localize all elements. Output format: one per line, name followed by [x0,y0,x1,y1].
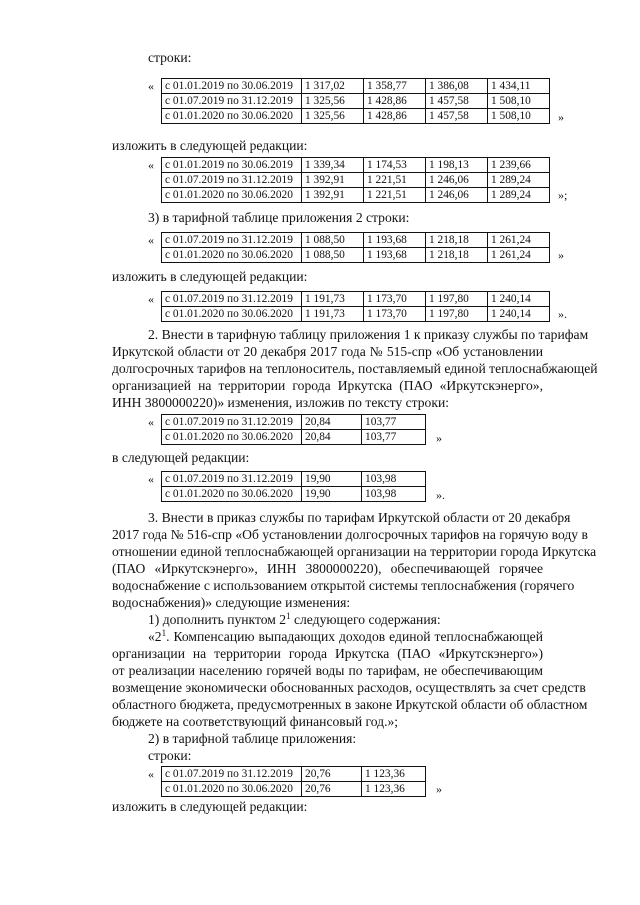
period-cell: с 01.01.2020 по 30.06.2020 [162,188,302,203]
period-cell: с 01.01.2020 по 30.06.2020 [162,248,302,263]
tariff-value-cell: 1 428,86 [364,109,426,124]
p2-line: долгосрочных тарифов на теплоноситель, поставляемый единой теплоснабжающей [112,361,598,376]
tariff-value-cell: 1 392,91 [302,173,364,188]
tariff-value-cell: 1 358,77 [364,79,426,94]
tariff-value-cell: 1 240,14 [488,292,550,307]
tariff-value-cell: 1 240,14 [488,307,550,322]
period-cell: с 01.01.2020 по 30.06.2020 [162,487,302,502]
period-cell: с 01.07.2019 по 31.12.2019 [162,94,302,109]
tariff-value-cell: 1 123,36 [362,767,426,782]
period-cell: с 01.07.2019 по 31.12.2019 [162,415,302,430]
tariff-value-cell: 1 325,56 [302,109,364,124]
tariff-value-cell: 103,98 [362,487,426,502]
p2-line: организацией на территории города Иркутска (ПАО «Иркутскэнерго», [112,378,543,393]
clause-line: возмещение экономически обоснованных расходов, осуществлять за счет средств [112,680,586,695]
tariff-value-cell: 1 193,68 [364,248,426,263]
tariff-value-cell: 20,76 [302,767,362,782]
tariff-value-cell: 1 174,53 [364,158,426,173]
period-cell: с 01.01.2019 по 30.06.2019 [162,158,302,173]
clause-line: бюджете на соответствующий финансовый год.»; [112,714,399,729]
tariff-value-cell: 1 386,08 [426,79,488,94]
table-row [162,767,426,782]
tariff-value-cell: 1 261,24 [488,233,550,248]
open-quote: « [148,158,154,172]
period-cell: с 01.07.2019 по 31.12.2019 [162,292,302,307]
close-quote: »; [558,188,568,202]
tariff-value-cell: 103,77 [362,415,426,430]
open-quote: « [148,767,154,781]
tariff-value-cell: 1 088,50 [302,248,364,263]
tariff-value-cell: 1 191,73 [302,292,364,307]
table-row [162,233,550,248]
clause-line: организации на территории города Иркутска (ПАО «Иркутскэнерго») [112,646,543,661]
period-cell: с 01.01.2020 по 30.06.2020 [162,109,302,124]
item-3-1: 1) дополнить пунктом $2^1$ следующего содержания: [148,611,441,627]
tariff-value-cell: 1 221,51 [364,173,426,188]
close-quote: » [558,248,564,262]
tariff-value-cell: 1 173,70 [364,307,426,322]
rows-label: строки: [148,748,192,763]
table-row [162,158,550,173]
close-quote: » [436,431,442,445]
tariff-value-cell: 1 317,02 [302,79,364,94]
table-row [162,79,550,94]
p3-line: отношении единой теплоснабжающей организации на территории города Иркутска [112,544,597,559]
open-quote: « [148,415,154,429]
table-row [162,248,550,263]
tariff-value-cell: 1 218,18 [426,248,488,263]
tariff-value-cell: 1 434,11 [488,79,550,94]
p3-line: (ПАО «Иркутскэнерго», ИНН 3800000220), обеспечивающей горячее [112,561,543,576]
table-row [162,173,550,188]
tariff-value-cell: 1 218,18 [426,233,488,248]
table-row [162,782,426,797]
tariff-value-cell: 19,90 [302,487,362,502]
tariff-value-cell: 20,76 [302,782,362,797]
tariff-table-old-3 [161,414,426,445]
tariff-table-new-3 [161,471,426,502]
item-3-heading: 3) в тарифной таблице приложения 2 строки: [148,210,410,225]
new-edition-label: изложить в следующей редакции: [112,269,308,284]
period-cell: с 01.07.2019 по 31.12.2019 [162,472,302,487]
tariff-value-cell: 1 339,34 [302,158,364,173]
table-row [162,94,550,109]
p3-line: 3. Внести в приказ службы по тарифам Иркутской области от 20 декабря [148,510,571,525]
period-cell: с 01.01.2020 по 30.06.2020 [162,307,302,322]
tariff-value-cell: 103,98 [362,472,426,487]
open-quote: « [148,233,154,247]
p2-line: ИНН 3800000220)» изменения, изложив по тексту строки: [112,395,449,410]
tariff-value-cell: 1 239,66 [488,158,550,173]
period-cell: с 01.07.2019 по 31.12.2019 [162,767,302,782]
tariff-table-new-2 [161,291,550,322]
tariff-value-cell: 103,77 [362,430,426,445]
tariff-value-cell: 1 246,06 [426,188,488,203]
period-cell: с 01.07.2019 по 31.12.2019 [162,173,302,188]
close-quote: ». [436,488,445,502]
period-cell: с 01.07.2019 по 31.12.2019 [162,233,302,248]
tariff-value-cell: 1 457,58 [426,109,488,124]
tariff-value-cell: 1 123,36 [362,782,426,797]
clause-line: областного бюджета, предусмотренных в законе Иркутской области об областном [112,697,588,712]
period-cell: с 01.01.2020 по 30.06.2020 [162,782,302,797]
period-cell: с 01.01.2020 по 30.06.2020 [162,430,302,445]
p3-line: водоснабжение с использованием открытой системы теплоснабжения (горячего [112,578,575,593]
p2-line: 2. Внести в тарифную таблицу приложения 1 к приказу службы по тарифам [148,327,589,342]
tariff-value-cell: 20,84 [302,415,362,430]
table-row [162,472,426,487]
tariff-table-old-2 [161,232,550,263]
tariff-value-cell: 1 088,50 [302,233,364,248]
table-row [162,415,426,430]
open-quote: « [148,79,154,93]
new-edition-label: в следующей редакции: [112,450,250,465]
clause-line: «$2^1$. Компенсацию выпадающих доходов единой теплоснабжающей [148,628,543,644]
close-quote: » [436,782,442,796]
tariff-value-cell: 1 198,13 [426,158,488,173]
tariff-value-cell: 1 289,24 [488,188,550,203]
tariff-table-old-4 [161,766,426,797]
table-row [162,292,550,307]
table-row [162,307,550,322]
open-quote: « [148,472,154,486]
tariff-value-cell: 1 261,24 [488,248,550,263]
new-edition-label: изложить в следующей редакции: [112,138,308,153]
tariff-value-cell: 1 197,80 [426,292,488,307]
tariff-value-cell: 1 325,56 [302,94,364,109]
tariff-value-cell: 20,84 [302,430,362,445]
tariff-value-cell: 1 197,80 [426,307,488,322]
clause-line: от реализации населению горячей воды по тарифам, не обеспечивающим [112,663,543,678]
tariff-value-cell: 1 193,68 [364,233,426,248]
tariff-value-cell: 19,90 [302,472,362,487]
tariff-value-cell: 1 508,10 [488,109,550,124]
p2-line: Иркутской области от 20 декабря 2017 года № 515-спр «Об установлении [112,344,543,359]
tariff-table-old-1 [161,78,550,124]
tariff-table-new-1 [161,157,550,203]
p3-line: 2017 года № 516-спр «Об установлении долгосрочных тарифов на горячую воду в [112,527,588,542]
tariff-value-cell: 1 428,86 [364,94,426,109]
tariff-value-cell: 1 221,51 [364,188,426,203]
tariff-value-cell: 1 508,10 [488,94,550,109]
rows-label: строки: [148,50,192,65]
table-row [162,430,426,445]
item-3-2: 2) в тарифной таблице приложения: [148,731,357,746]
new-edition-label: изложить в следующей редакции: [112,799,308,814]
tariff-value-cell: 1 191,73 [302,307,364,322]
tariff-value-cell: 1 173,70 [364,292,426,307]
table-row [162,487,426,502]
open-quote: « [148,292,154,306]
table-row [162,188,550,203]
close-quote: » [558,110,564,124]
tariff-value-cell: 1 246,06 [426,173,488,188]
tariff-value-cell: 1 289,24 [488,173,550,188]
table-row [162,109,550,124]
tariff-value-cell: 1 392,91 [302,188,364,203]
tariff-value-cell: 1 457,58 [426,94,488,109]
period-cell: с 01.01.2019 по 30.06.2019 [162,79,302,94]
close-quote: ». [558,307,567,321]
p3-line: водоснабжения)» следующие изменения: [112,595,351,610]
